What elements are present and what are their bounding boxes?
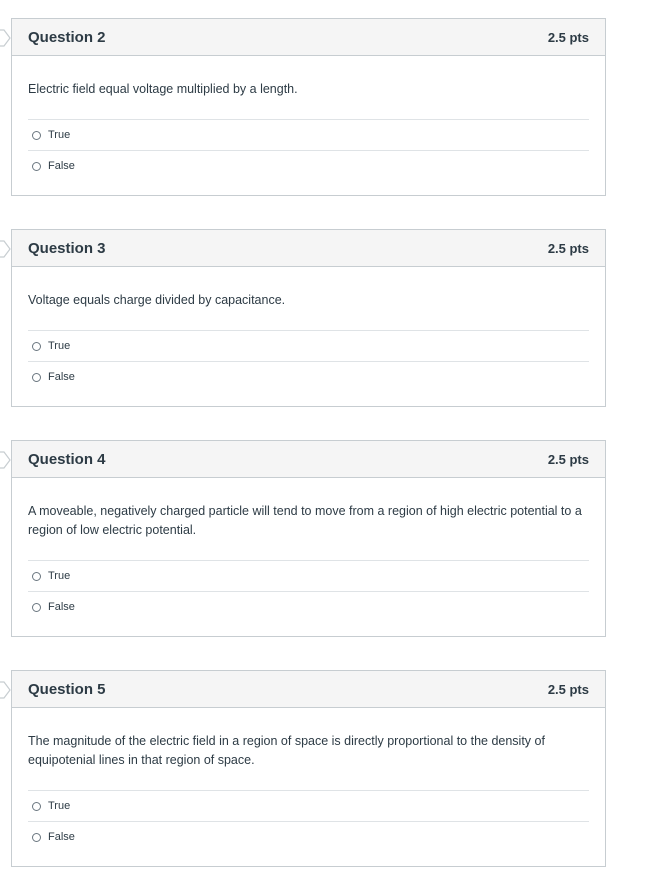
question-text: Voltage equals charge divided by capacitance. <box>28 293 286 307</box>
answer-list <box>28 790 589 852</box>
question-card-5 <box>11 670 606 867</box>
answer-list <box>28 119 589 181</box>
answer-list <box>28 560 589 622</box>
question-card-2 <box>11 18 606 196</box>
answer-label: False <box>48 371 75 383</box>
answer-option-true[interactable] <box>28 561 589 592</box>
radio-button[interactable] <box>32 802 41 811</box>
question-body <box>12 56 605 181</box>
answer-option-false[interactable] <box>28 151 589 181</box>
question-body <box>12 478 605 622</box>
radio-button[interactable] <box>32 603 41 612</box>
answer-label: True <box>48 129 71 141</box>
radio-button[interactable] <box>32 833 41 842</box>
answer-option-true[interactable] <box>28 791 589 822</box>
question-header <box>12 19 605 56</box>
question-points: 2.5 pts <box>547 451 589 467</box>
question-flag-icon[interactable] <box>0 681 12 699</box>
radio-button[interactable] <box>32 373 41 382</box>
answer-option-false[interactable] <box>28 822 589 852</box>
answer-label: False <box>48 160 75 172</box>
question-title: Question 4 <box>28 450 106 468</box>
answer-label: True <box>48 340 71 352</box>
question-header <box>12 230 605 267</box>
answer-label: True <box>48 570 71 582</box>
question-text: The magnitude of the electric field in a region of space is directly proportional to the density of equipotenial lines in that region of space. <box>28 734 545 767</box>
radio-button[interactable] <box>32 162 41 171</box>
question-points: 2.5 pts <box>547 681 589 697</box>
question-card-3 <box>11 229 606 407</box>
answer-option-false[interactable] <box>28 362 589 392</box>
answer-label: True <box>48 800 71 812</box>
question-header <box>12 441 605 478</box>
answer-label: False <box>48 831 75 843</box>
answer-option-true[interactable] <box>28 331 589 362</box>
answer-option-false[interactable] <box>28 592 589 622</box>
question-text: Electric field equal voltage multiplied by a length. <box>28 82 298 96</box>
radio-button[interactable] <box>32 131 41 140</box>
question-title: Question 2 <box>28 28 106 46</box>
answer-list <box>28 330 589 392</box>
question-header <box>12 671 605 708</box>
answer-label: False <box>48 601 75 613</box>
question-body <box>12 267 605 392</box>
question-body <box>12 708 605 852</box>
question-points: 2.5 pts <box>547 29 589 45</box>
radio-button[interactable] <box>32 572 41 581</box>
answer-option-true[interactable] <box>28 120 589 151</box>
question-flag-icon[interactable] <box>0 240 12 258</box>
question-points: 2.5 pts <box>547 240 589 256</box>
question-flag-icon[interactable] <box>0 29 12 47</box>
question-flag-icon[interactable] <box>0 451 12 469</box>
question-title: Question 3 <box>28 239 106 257</box>
question-card-4 <box>11 440 606 637</box>
question-title: Question 5 <box>28 680 106 698</box>
question-text: A moveable, negatively charged particle will tend to move from a region of high electric potential to a region of low electric potential. <box>28 504 582 537</box>
radio-button[interactable] <box>32 342 41 351</box>
